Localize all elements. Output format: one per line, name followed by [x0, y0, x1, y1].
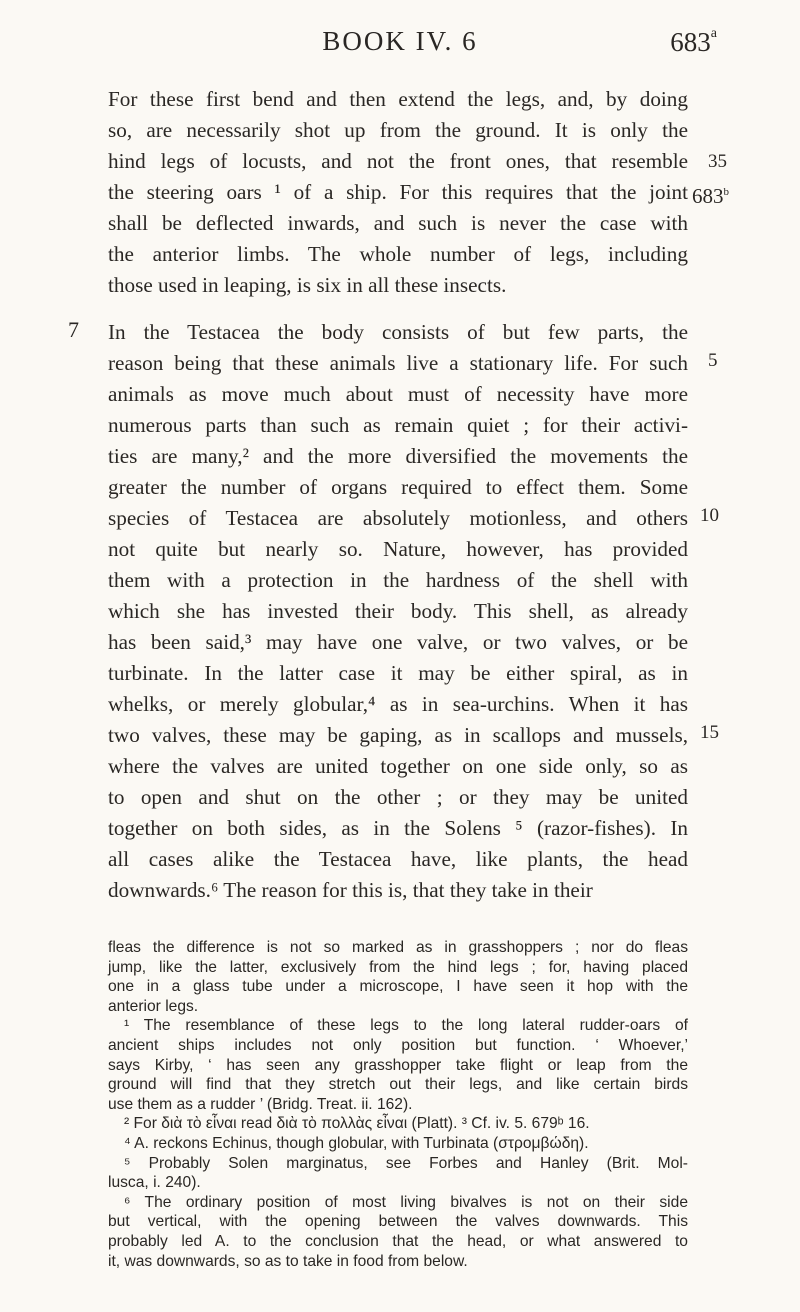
footnote-line: ¹ The resemblance of these legs to the long lateral rudder-oars of	[124, 1017, 688, 1035]
text-line: the steering oars ¹ of a ship. For this requires that the joint	[108, 180, 688, 204]
bekker-ref-suffix: b	[723, 186, 729, 198]
text-line: animals as move much about must of necessity have more	[108, 382, 688, 406]
footnote-line: ⁶ The ordinary position of most living bivalves is not on their side	[124, 1193, 688, 1211]
text-line: In the Testacea the body consists of but few parts, the	[108, 320, 688, 344]
footnote-line: ⁴ A. reckons Echinus, though globular, with Turbinata (στρομβώδη).	[124, 1134, 589, 1152]
line-number-35: 35	[708, 151, 727, 172]
bekker-ref-683b	[692, 177, 729, 212]
footnote-line: it, was downwards, so as to take in food from below.	[108, 1252, 468, 1270]
section-number: 7	[68, 317, 79, 342]
text-line: whelks, or merely globular,⁴ as in sea-urchins. When it has	[108, 692, 688, 716]
text-line: hind legs of locusts, and not the front ones, that resemble	[108, 149, 688, 173]
page-header	[0, 22, 800, 62]
footnotes	[108, 938, 688, 1271]
text-line: For these first bend and then extend the legs, and, by doing	[108, 87, 688, 111]
footnote-line: lusca, i. 240).	[108, 1174, 201, 1192]
footnote-line: ground will find that they stretch out their legs, and like certain birds	[108, 1076, 688, 1094]
text-line: reason being that these animals live a stationary life. For such	[108, 351, 688, 375]
text-line: has been said,³ may have one valve, or two valves, or be	[108, 630, 688, 654]
text-line: to open and shut on the other ; or they may be united	[108, 785, 688, 809]
text-line: shall be deflected inwards, and such is never the case with	[108, 211, 688, 235]
page-number-suffix: a	[710, 26, 717, 41]
footnote-line: fleas the difference is not so marked as in grasshoppers ; nor do fleas	[108, 939, 688, 956]
text-line: them with a protection in the hardness of the shell with	[108, 568, 688, 592]
text-line: numerous parts than such as remain quiet ; for their activi-	[108, 413, 688, 437]
footnote-line: one in a glass tube under a microscope, I have seen it hop with the	[108, 978, 688, 996]
line-number-10: 10	[700, 505, 719, 526]
text-line: downwards.⁶ The reason for this is, that they take in their	[108, 878, 593, 902]
running-head: BOOK IV. 6	[322, 26, 478, 56]
text-line: all cases alike the Testacea have, like plants, the head	[108, 847, 688, 871]
footnote-line: ⁵ Probably Solen marginatus, see Forbes and Hanley (Brit. Mol-	[124, 1154, 688, 1172]
text-line: ties are many,² and the more diversified the movements the	[108, 444, 688, 468]
text-line: two valves, these may be gaping, as in scallops and mussels,	[108, 723, 688, 747]
text-line: greater the number of organs required to effect them. Some	[108, 475, 688, 499]
text-line: species of Testacea are absolutely motionless, and others	[108, 506, 688, 530]
page-number-value: 683	[670, 27, 711, 57]
footnote-line: probably led A. to the conclusion that the head, or what answered to	[108, 1232, 688, 1250]
footnote-line: says Kirby, ‘ has seen any grasshopper take flight or leap from the	[108, 1056, 688, 1074]
text-line: together on both sides, as in the Solens ⁵ (razor-fishes). In	[108, 816, 688, 840]
footnote-line: use them as a rudder ’ (Bridg. Treat. ii. 162).	[108, 1095, 413, 1113]
page-number	[670, 26, 717, 58]
footnote-line: jump, like the latter, exclusively from the hind legs ; for, having placed	[108, 958, 688, 976]
text-line: those used in leaping, is six in all these insects.	[108, 273, 507, 297]
text-line: so, are necessarily shot up from the ground. It is only the	[108, 118, 688, 142]
text-line: the anterior limbs. The whole number of legs, including	[108, 242, 688, 266]
text-line: not quite but nearly so. Nature, however, has provided	[108, 537, 688, 561]
main-text	[108, 84, 688, 906]
text-line: which she has invested their body. This shell, as already	[108, 599, 688, 623]
footnote-line: ancient ships includes not only position but function. ‘ Whoever,’	[108, 1036, 688, 1054]
bekker-ref-number: 683	[692, 184, 724, 208]
line-number-5: 5	[708, 350, 718, 371]
text-line: turbinate. In the latter case it may be either spiral, as in	[108, 661, 688, 685]
footnote-line: anterior legs.	[108, 997, 199, 1015]
line-number-15: 15	[700, 722, 719, 743]
footnote-line: ² For διὰ τὸ εἶναι read διὰ τὸ πολλὰς εἶναι (Platt). ³ Cf. iv. 5. 679ᵇ 16.	[124, 1115, 590, 1133]
text-line: where the valves are united together on one side only, so as	[108, 754, 688, 778]
footnote-line: but vertical, with the opening between the valves downwards. This	[108, 1213, 688, 1231]
